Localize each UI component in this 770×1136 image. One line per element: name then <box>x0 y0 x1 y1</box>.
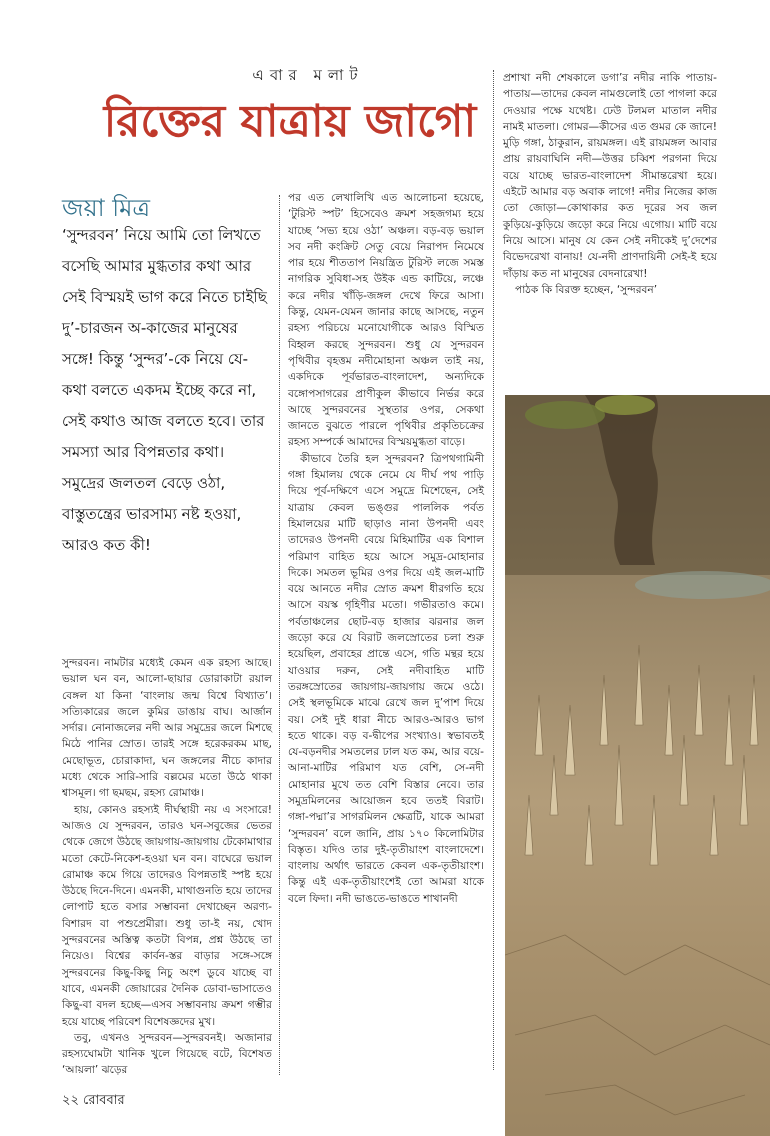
intro-text: ‘সুন্দরবন’ নিয়ে আমি তো লিখতে বসেছি আমার মুগ্ধতার কথা আর সেই বিস্ময়ই ভাগ করে নিতে চাইছি দু’-চারজন অ-কাজের মানুষের সঙ্গে! কিন্তু ‘সুন্দর’-কে নিয়ে যে-কথা বলতে একদম ইচ্ছে করে না, সেই কথাও আজ বলতে হবে। তার সমস্যা আর বিপন্নতার কথা। সমুদ্রের জলতল বেড়ে ওঠা, বাস্তুতন্ত্রের ভারসাম্য নষ্ট হওয়া, আরও কত কী! <box>62 226 267 554</box>
column-3 <box>503 70 717 298</box>
col2-paragraph: পর এত লেখালিখি এত আলোচনা হয়েছে, ‘টুরিস্ট স্পট’ হিসেবেও ক্রমশ সহজগম্য হয়ে যাচ্ছে ‘সভ্য হয়ে ওঠা’ অঞ্চল। বড়-বড় ভয়াল সব নদী কংক্রিট সেতু বেয়ে নিরাপদ নিমেষে পার হয়ে শীততাপ নিয়ন্ত্রিত টুরিস্ট লজে সমস্ত নাগরিক সুবিধা-সহ উইক এন্ড কাটিয়ে, লঞ্চে করে নদীর খাঁড়ি-জঙ্গল দেখে ফিরে আসা। কিন্তু, যেমন-যেমন জানার কাছে আসছে, নতুন রহস্য পরিচয়ে মনোযোগীকে আরও বিস্মিত বিহ্বল করছে সুন্দরবন। শুধু যে সুন্দরবন পৃথিবীর বৃহত্তম নদীমোহানা অঞ্চল তাই নয়, একদিকে পূর্বভারত-বাংলাদেশ, অন্যদিকে বঙ্গোপসাগরের প্রাণীকুল কীভাবে নির্ভর করে আছে সুন্দরবনের সুস্থতার ওপর, সেকথা জানতে বুঝতে পারলে পৃথিবীর প্রকৃতিচক্রের রহস্য সম্পর্কে আমাদের বিস্ময়মুগ্ধতা বাড়ে। <box>288 192 484 449</box>
article-headline: রিক্তের যাত্রায় জাগো <box>103 96 477 147</box>
col1-paragraph: সুন্দরবন। নামটার মধ্যেই কেমন এক রহস্য আছে। ভয়াল ঘন বন, আলো-ছায়ার ডোরাকাটা রয়াল বেঙ্গল যা কিনা ‘বাংলায় জন্ম বিশ্বে বিখ্যাত’। সত্যিকারের জলে কুমির ডাঙায় বাঘ। আর্জান সর্দার। নোনাজলের নদী আর সমুদ্রের জলে মিশছে মিঠে পানির স্রোত। তারই সঙ্গে হরেকরকম মাছ, মেছোভূত, চোরাকাদা, ঘন জঙ্গলের নীচে কাদার মধ্যে থেকে সারি-সারি বল্লমের মতো উঠে থাকা শ্বাসমূল। গা ছমছম, রহস্য রোমাঞ্চ। <box>62 657 272 800</box>
col1-paragraph: হায়, কোনও রহস্যই দীর্ঘস্থায়ী নয় এ সংসারে! আজও যে সুন্দরবন, তারও ঘন-সবুজের ভেতর থেকে জেগে উঠছে জায়গায়-জায়গায় টেকোমাথার মতো কেটে-নিকেশ-হওয়া ঘন বন। বাঘেরে ভয়াল রোমাঞ্চ কমে গিয়ে তাদেরও বিপন্নতাই স্পষ্ট হয়ে উঠছে দিনে-দিনে। এমনকী, মাথাগুনতি হয়ে তাদের লোপাট হতে বসার সম্ভাবনা দেখাচ্ছেন অরণ্য-বিশারদ বা পশুপ্রেমীরা। শুধু তা-ই নয়, খোদ সুন্দরবনের অস্তিত্ব কতটা বিপন্ন, প্রশ্ন উঠছে তা নিয়েও। বিশ্বের কার্বন-স্তর বাড়ার সঙ্গে-সঙ্গে সুন্দরবনের কিছু-কিছু নিচু অংশ ডুবে যাচ্ছে বা যাবে, এমনকী জোয়ারের দৈনিক ডোবা-ভাসাতেও কিছু-বা বদল হচ্ছে—এসব সম্ভাবনায় ক্রমশ গম্ভীর হয়ে যাচ্ছে পরিবেশ বিশেষজ্ঞদের মুখ। <box>62 803 272 1028</box>
col3-paragraph: পাঠক কি বিরক্ত হচ্ছেন, ‘সুন্দরবন’ <box>515 283 658 296</box>
mangrove-photo <box>505 395 770 1136</box>
column-divider <box>493 70 494 1070</box>
author-name: জয়া মিত্র <box>62 194 151 222</box>
column-2 <box>288 190 484 907</box>
column-divider <box>279 195 280 1075</box>
column-1 <box>62 655 272 1079</box>
section-kicker: এবার মলাট <box>252 66 364 84</box>
col1-paragraph: তবু, এখনও সুন্দরবন—সুন্দরবনই। অজানার রহস্যঘোমটা খানিক খুলে গিয়েছে বটে, বিশেষত ‘আয়লা’ ঝড়ের <box>62 1031 272 1077</box>
col2-paragraph: কীভাবে তৈরি হল সুন্দরবন? ত্রিপথগামিনী গঙ্গা হিমালয় থেকে নেমে যে দীর্ঘ পথ পাড়ি দিয়ে পূর্ব-দক্ষিণে এসে সমুদ্রে মিশেছেন, সেই যাত্রায় কেবল ভঙ্গুর পাললিক পর্বত হিমালয়ের মাটি ছাড়াও নানা উপনদী এবং তাদেরও উপনদী বেয়ে মিহিমাটির এক বিশাল পরিমাণ বাহিত হয়ে আসে সমুদ্র-মোহানার দিকে। সমতল ভূমির ওপর দিয়ে এই জল-মাটি বয়ে আনতে নদীর স্রোত ক্রমশ ধীরগতি হয়ে আসে বয়স্ক গৃহিণীর মতো। গভীরতাও কমে। পর্বতাঞ্চলের ছোট-বড় হাজার ঝরনার জল জড়ো করে যে বিরাট জলস্রোতের চলা শুরু হয়েছিল, প্রবাহের প্রান্তে এসে, গতি মন্থর হয়ে যাওয়ার দরুন, সেই নদীবাহিত মাটি তরঙ্গস্রোতের জায়গায়-জায়গায় জমে ওঠে। সেই স্থলভূমিকে মাঝে রেখে জল দু’পাশ দিয়ে বয়। সেই দুই ধারা নীচে আরও-আরও ভাগ হতে থাকে। বড় ব-দ্বীপের সংখ্যাও। স্বভাবতই যে-বড়নদীর সমতলের ঢাল যত কম, আর বয়ে-আনা-মাটির পরিমাণ যত বেশি, সে-নদী মোহানার মুখে তত বেশি বিস্তার নেবে। তার সমুদ্রমিলনের আয়োজন হবে ততই বিরাট। গঙ্গা-পদ্মা’র সাগরমিলন ক্ষেত্রটি, যাকে আমরা ‘সুন্দরবন’ বলে জানি, প্রায় ১৭০ কিলোমিটার বিস্তৃত। যদিও তার দুই-তৃতীয়াংশ বাংলাদেশে। বাংলায় অর্থাৎ ভারতে কেবল এক-তৃতীয়াংশ। কিন্তু এই এক-তৃতীয়াংশেই তো আমরা যাকে বলে ফিদা। নদী ভাঙতে-ভাঙতে শাখানদী <box>288 452 484 905</box>
magazine-name: রোববার <box>83 1093 125 1108</box>
page-number: ২২ <box>62 1093 79 1108</box>
page-footer <box>62 1091 125 1112</box>
intro-paragraph <box>62 220 268 561</box>
col3-paragraph: প্রশাখা নদী শেষকালে ডগা’র নদীর নাকি পাতায়-পাতায়—তাদের কেবল নামগুলোই তো পাগলা করে দেওয়ার পক্ষে যথেষ্ট। ঢেউ টলমল মাতাল নদীর নামই মাতলা। গোমর—কীসের এত গুমর কে জানে! মুড়ি গঙ্গা, ঠাকুরান, রায়মঙ্গল। এই রায়মঙ্গল আবার প্রায় রায়বাঘিনি নদী—উত্তর চব্বিশ পরগনা দিয়ে বয়ে যাচ্ছে ভারত-বাংলাদেশ সীমান্তরেখা হয়ে। এইটে আমার বড় অবাক লাগে! নদীর নিজের কাজ তো জোড়া—কোথাকার কত দূরের সব জল কুড়িয়ে-কুড়িয়ে জড়ো করে নিয়ে এগোয়। মাটি বয়ে নিয়ে আসে। মানুষ যে কেন সেই নদীকেই দু’দেশের বিভেদরেখা বানায়! যে-নদী প্রাণদায়িনী সেই-ই হয়ে দাঁড়ায় কত না মানুষের বেদনারেখা! <box>503 72 717 280</box>
